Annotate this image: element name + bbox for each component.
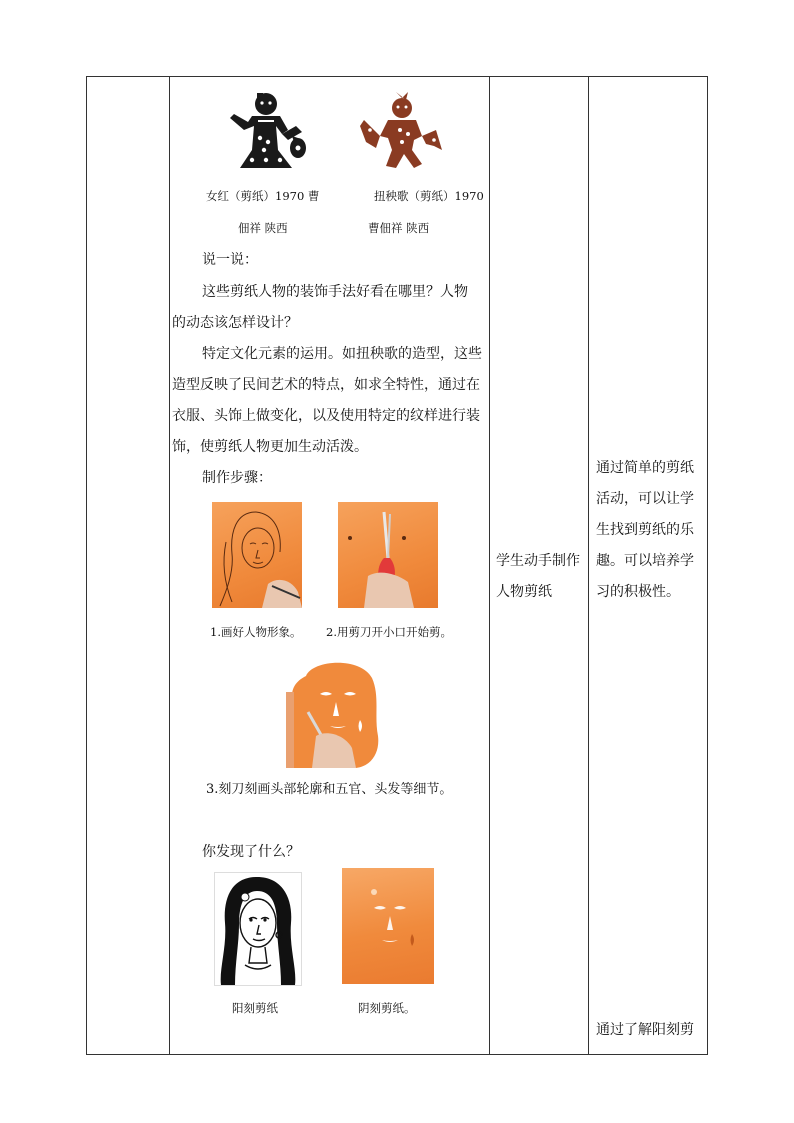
paper-cut-niuyangge-image	[356, 90, 444, 172]
caption-niuyangge-line2: 曹佃祥 陕西	[368, 221, 430, 235]
design-intent-next-line: 通过了解阳刻剪	[596, 1022, 694, 1038]
negative-cut-portrait-image	[342, 868, 434, 984]
step2-scissors-photo	[338, 502, 438, 608]
caption-nuhong-line1: 女红（剪纸）1970 曹	[206, 189, 320, 203]
design-intent-line4: 趣。可以培养学	[596, 553, 694, 569]
column-divider	[588, 77, 589, 1054]
column-divider	[169, 77, 170, 1054]
discussion-question-line2: 的动态该怎样设计？	[172, 315, 298, 331]
design-intent-line5: 习的积极性。	[596, 584, 680, 600]
student-activity-line1: 学生动手制作	[496, 553, 580, 569]
discussion-answer-line2: 造型反映了民间艺术的特点，如求全特性，通过在	[172, 377, 480, 393]
positive-cut-portrait-image	[214, 872, 302, 986]
step2-caption: 2.用剪刀开小口开始剪。	[326, 625, 452, 639]
step1-caption: 1.画好人物形象。	[210, 625, 302, 639]
column-divider	[489, 77, 490, 1054]
discussion-answer-line1: 特定文化元素的运用。如扭秧歌的造型，这些	[202, 346, 482, 362]
step1-drawing-photo	[212, 502, 302, 608]
discussion-answer-line4: 饰，使剪纸人物更加生动活泼。	[172, 439, 368, 455]
design-intent-line2: 活动，可以让学	[596, 491, 694, 507]
discussion-question-line1: 这些剪纸人物的装饰手法好看在哪里？人物	[202, 284, 468, 300]
paper-cut-nuhong-image	[222, 90, 310, 172]
design-intent-line3: 生找到剪纸的乐	[596, 522, 694, 538]
positive-cut-label: 阳刻剪纸	[232, 1001, 278, 1015]
step3-knife-photo	[286, 656, 386, 768]
discussion-answer-line3: 衣服、头饰上做变化，以及使用特定的纹样进行装	[172, 408, 480, 424]
step3-caption: 3.刻刀刻画头部轮廓和五官、头发等细节。	[206, 782, 453, 797]
caption-nuhong-line2: 佃祥 陕西	[238, 221, 288, 235]
design-intent-line1: 通过简单的剪纸	[596, 460, 694, 476]
caption-niuyangge-line1: 扭秧歌（剪纸）1970	[374, 189, 484, 203]
discussion-heading: 说一说：	[202, 252, 258, 268]
student-activity-line2: 人物剪纸	[496, 584, 552, 600]
discovery-heading: 你发现了什么？	[202, 844, 300, 860]
negative-cut-label: 阴刻剪纸。	[358, 1001, 416, 1015]
steps-heading: 制作步骤：	[202, 470, 272, 486]
